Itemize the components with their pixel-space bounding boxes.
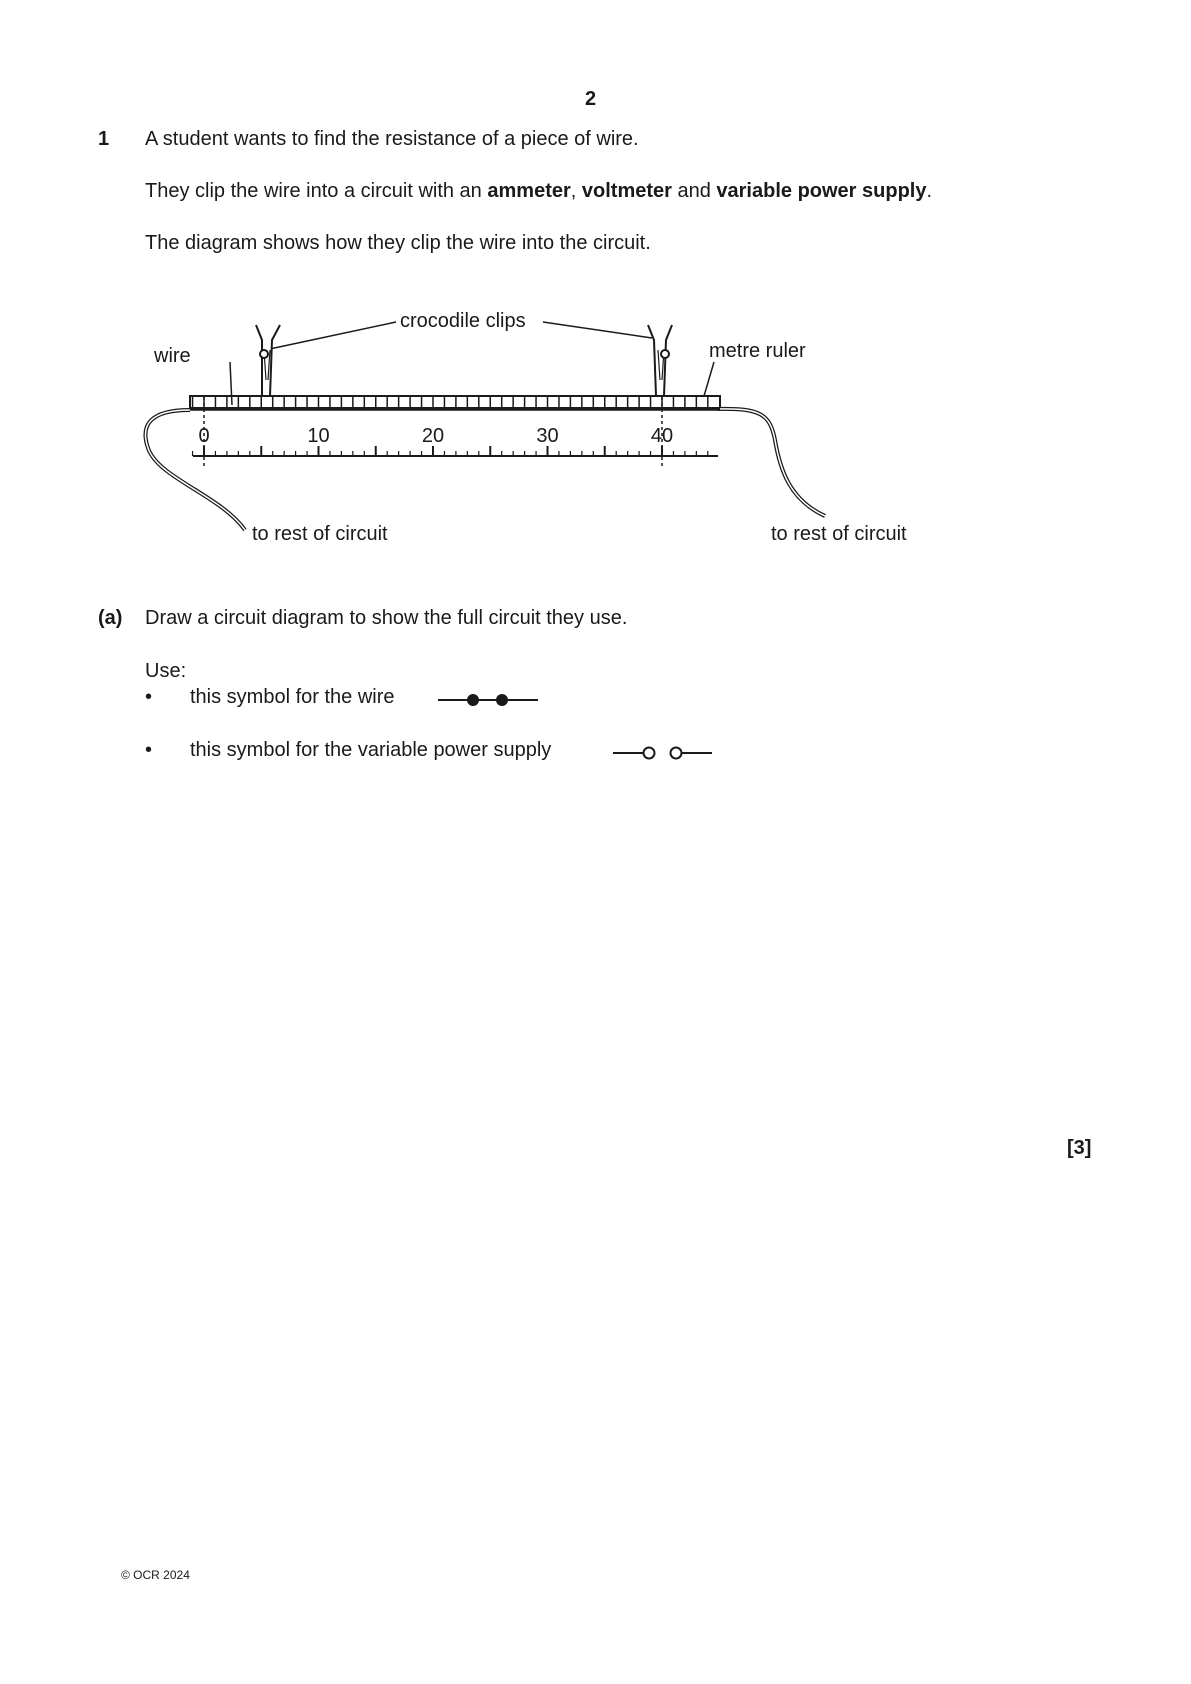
wire-left-lead [145, 410, 245, 530]
text-span: and [671, 180, 717, 202]
ruler-scale-label: 40 [650, 425, 674, 447]
ruler-scale-labels [198, 425, 673, 447]
text-span: . [926, 180, 933, 202]
use-heading: Use: [145, 660, 187, 682]
term-variable-power-supply: variable power supply [716, 180, 927, 202]
wire-ruler-diagram [0, 0, 1191, 560]
crocodile-clips-label: crocodile clips [400, 310, 526, 332]
part-a-instruction: Draw a circuit diagram to show the full circuit they use. [145, 607, 628, 629]
marks-available: [3] [1067, 1137, 1092, 1159]
copyright-notice: © OCR 2024 [121, 1568, 190, 1582]
to-rest-of-circuit-left-label: to rest of circuit [252, 523, 388, 545]
ruler-ticks-lower [193, 446, 708, 456]
wire-right-lead [718, 409, 825, 516]
question-intro: A student wants to find the resistance of a piece of wire. [145, 128, 639, 150]
wire-symbol-instruction: this symbol for the wire [190, 686, 395, 708]
ruler-scale-label: 20 [421, 425, 445, 447]
ruler-label-leader [704, 362, 714, 396]
wire-symbol-icon [436, 688, 541, 712]
crocodile-clip-left [256, 325, 280, 396]
question-number: 1 [98, 128, 110, 150]
metre-ruler-label: metre ruler [709, 340, 806, 362]
clip-label-leader-left [265, 322, 396, 350]
clip-label-leader-right [543, 322, 652, 338]
page-number: 2 [585, 88, 597, 110]
term-ammeter: ammeter [487, 180, 571, 202]
ruler-scale-label: 0 [198, 425, 210, 447]
term-voltmeter: voltmeter [581, 180, 672, 202]
variable-power-supply-symbol-icon [611, 741, 716, 765]
bullet-marker: • [145, 686, 153, 708]
ruler-scale-label: 10 [307, 425, 330, 447]
crocodile-clip-right [648, 325, 672, 396]
text-span: , [570, 180, 582, 202]
to-rest-of-circuit-right-label: to rest of circuit [771, 523, 907, 545]
wire-label: wire [154, 345, 191, 367]
bullet-marker: • [145, 739, 153, 761]
part-a-label: (a) [98, 607, 123, 629]
ruler-scale-label: 30 [536, 425, 559, 447]
question-line-3: The diagram shows how they clip the wire into the circuit. [145, 232, 651, 254]
text-span: They clip the wire into a circuit with an [145, 180, 488, 202]
metre-ruler-upper-edge [190, 396, 720, 408]
power-supply-symbol-instruction: this symbol for the variable power supply [190, 739, 552, 761]
